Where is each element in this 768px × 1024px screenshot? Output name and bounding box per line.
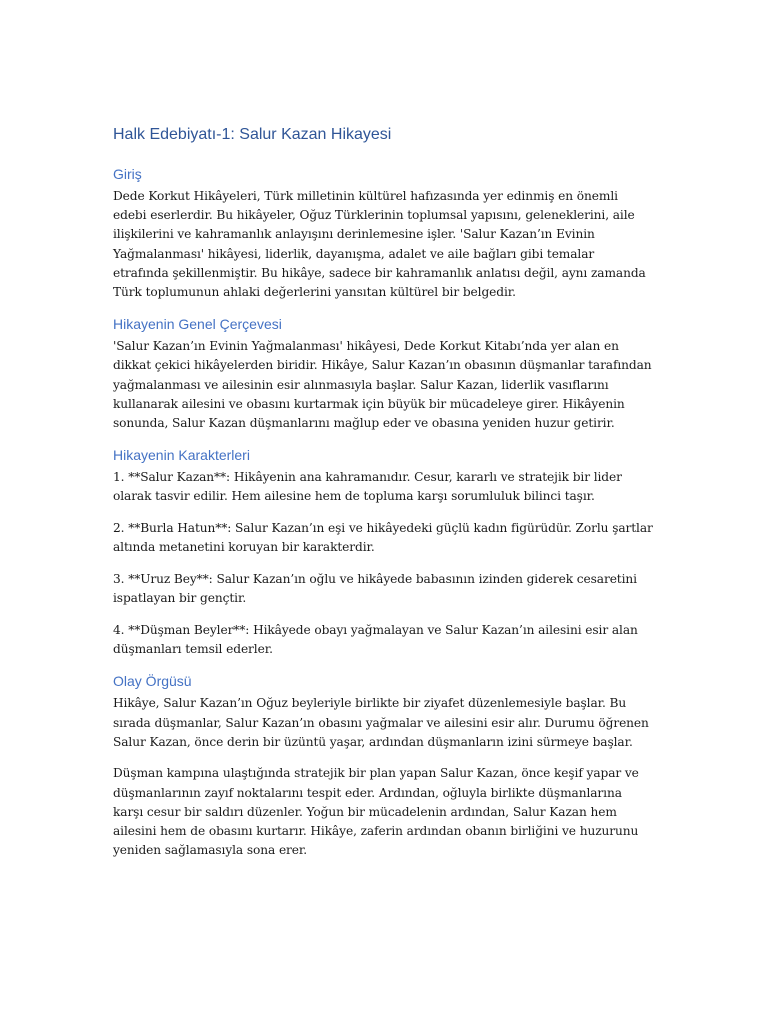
character-item-uruz-bey: 3. **Uruz Bey**: Salur Kazan’ın oğlu ve hikâyede babasının izinden giderek cesaretini ispatlayan bir gençtir. (113, 572, 637, 606)
paragraph-genel-cerceve-1: 'Salur Kazan’ın Evinin Yağmalanması' hikâyesi, Dede Korkut Kitabı’nda yer alan en dikkat çekici hikâyelerden biridir. Hikâye, Salur Kazan’ın obasının düşmanlar tarafından yağmalanması ve ailesinin esir alınmasıyla başlar. Salur Kazan, liderlik vasıflarını kullanarak ailesini ve obasını kurtarmak için büyük bir mücadeleye girer. Hikâyenin sonunda, Salur Kazan düşmanlarını mağlup eder ve obasına yeniden huzur getirir. (113, 339, 652, 431)
section-genel-cerceve (113, 314, 653, 433)
paragraph-olay-orgusu-2: Düşman kampına ulaştığında stratejik bir plan yapan Salur Kazan, önce keşif yapar ve düşmanlarının zayıf noktalarını tespit eder. Ardından, oğluyla birlikte düşmanlarına karşı cesur bir saldırı düzenler. Yoğun bir mücadelenin ardından, Salur Kazan hem ailesini hem de obasını kurtarır. Hikâye, zaferin ardından obanın birliğini ve huzurunu yeniden sağlamasıyla sona erer. (113, 766, 639, 858)
paragraph-olay-orgusu-1: Hikâye, Salur Kazan’ın Oğuz beyleriyle birlikte bir ziyafet düzenlemesiyle başlar. Bu sırada düşmanlar, Salur Kazan’ın obasını yağmalar ve ailesini esir alır. Durumu öğrenen Salur Kazan, önce derin bir üzüntü yaşar, ardından düşmanların izini sürmeye başlar. (113, 696, 649, 749)
section-heading-olay-orgusu: Olay Örgüsü (113, 673, 192, 690)
section-heading-karakterler: Hikayenin Karakterleri (113, 447, 250, 464)
section-olay-orgusu (113, 671, 653, 860)
document-page (113, 124, 653, 873)
section-heading-genel-cerceve: Hikayenin Genel Çerçevesi (113, 316, 282, 333)
character-item-burla-hatun: 2. **Burla Hatun**: Salur Kazan’ın eşi ve hikâyedeki güçlü kadın figürüdür. Zorlu şartlar altında metanetini koruyan bir karakterdir. (113, 521, 653, 555)
document-title: Halk Edebiyatı-1: Salur Kazan Hikayesi (113, 126, 392, 143)
character-item-dusman-beyler: 4. **Düşman Beyler**: Hikâyede obayı yağmalayan ve Salur Kazan’ın ailesini esir alan düşmanları temsil ederler. (113, 622, 638, 657)
section-heading-giris: Giriş (113, 166, 142, 182)
section-giris (113, 164, 653, 302)
paragraph-giris-1: Dede Korkut Hikâyeleri, Türk milletinin kültürel hafızasında yer edinmiş en önemli edebi eserlerdir. Bu hikâyeler, Oğuz Türklerinin toplumsal yapısını, geleneklerini, aile ilişkilerini ve kahramanlık anlayışını derinlemesine işler. 'Salur Kazan’ın Evinin Yağmalanması' hikâyesi, liderlik, dayanışma, adalet ve aile bağları gibi temalar etrafında şekillenmiştir. Bu hikâye, sadece bir kahramanlık anlatısı değil, aynı zamanda Türk toplumunun ahlaki değerlerini yansıtan kültürel bir belgedir. (113, 189, 646, 300)
section-karakterler (113, 445, 653, 659)
character-item-salur-kazan: 1. **Salur Kazan**: Hikâyenin ana kahramanıdır. Cesur, kararlı ve stratejik bir lider olarak tasvir edilir. Hem ailesine hem de topluma karşı sorumluluk bilinci taşır. (113, 470, 622, 504)
